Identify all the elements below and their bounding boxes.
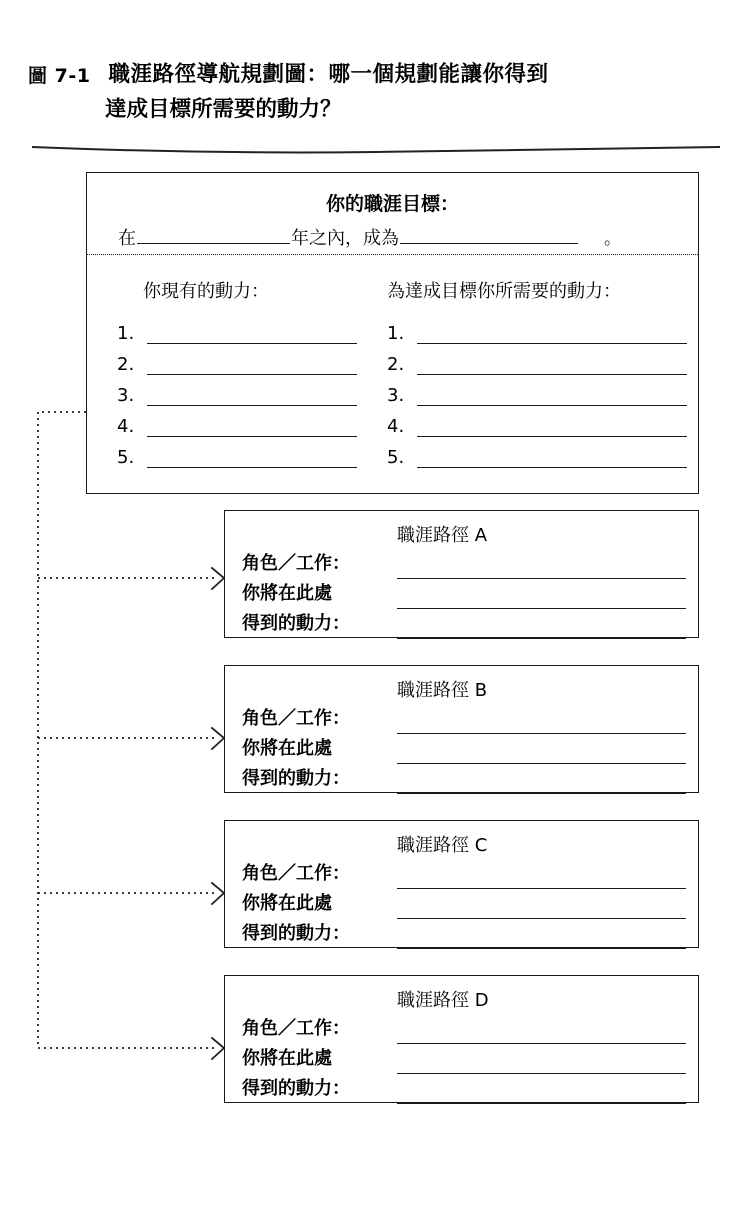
career-path-motivation-label-line2: 得到的動力： [242,923,350,944]
item-number: 1. [387,323,405,344]
career-path-box-a [224,510,699,638]
write-in-line[interactable] [147,420,357,437]
item-number: 5. [387,447,405,468]
item-number: 3. [387,385,405,406]
career-path-write-in-lines [397,704,686,794]
goal-sentence [117,224,684,250]
write-in-line[interactable] [417,451,687,468]
write-in-line[interactable] [397,1074,686,1104]
career-path-title: 職涯路徑 C [397,835,488,856]
list-item[interactable] [387,344,687,375]
career-path-role-label: 角色／工作： [242,863,350,884]
career-path-role-label: 角色／工作： [242,553,350,574]
write-in-line[interactable] [397,549,686,579]
item-number: 1. [117,323,135,344]
goal-sentence-middle: 年之內，成為 [291,228,399,249]
item-number: 3. [117,385,135,406]
career-path-box-c [224,820,699,948]
career-path-motivation-label-line1: 你將在此處 [242,1048,332,1069]
figure-title-block [28,58,718,127]
write-in-line[interactable] [397,704,686,734]
item-number: 2. [117,354,135,375]
goal-sentence-prefix: 在 [118,228,136,249]
write-in-line[interactable] [397,764,686,794]
figure-title-text: 職涯路徑導航規劃圖：哪一個規劃能讓你得到 [108,62,549,87]
figure-number-label: 圖 7-1 [28,65,91,87]
career-path-write-in-lines [397,859,686,949]
career-path-motivation-label-line1: 你將在此處 [242,738,332,759]
write-in-line[interactable] [417,420,687,437]
current-motivations-heading: 你現有的動力： [143,281,269,302]
career-path-write-in-lines [397,549,686,639]
career-path-labels [242,859,350,949]
needed-motivations-heading: 為達成目標你所需要的動力： [387,281,621,302]
list-item[interactable] [387,406,687,437]
career-path-box-b [224,665,699,793]
career-path-role-label: 角色／工作： [242,1018,350,1039]
career-path-title: 職涯路徑 B [397,680,488,701]
goal-role-blank[interactable] [400,224,578,244]
career-path-motivation-label-line2: 得到的動力： [242,613,350,634]
career-path-title: 職涯路徑 A [397,525,488,546]
title-divider-rule [32,143,720,155]
item-number: 4. [387,416,405,437]
goal-sentence-suffix: 。 [604,229,621,249]
list-item[interactable] [117,313,375,344]
career-path-motivation-label-line2: 得到的動力： [242,1078,350,1099]
career-path-labels [242,704,350,794]
needed-motivations-column [387,277,687,468]
career-path-box-d [224,975,699,1103]
career-path-title: 職涯路徑 D [397,990,489,1011]
career-path-motivation-label-line1: 你將在此處 [242,893,332,914]
write-in-line[interactable] [417,327,687,344]
career-path-labels [242,1014,350,1104]
career-path-motivation-label-line1: 你將在此處 [242,583,332,604]
item-number: 4. [117,416,135,437]
write-in-line[interactable] [147,389,357,406]
write-in-line[interactable] [397,734,686,764]
write-in-line[interactable] [417,358,687,375]
career-path-motivation-label-line2: 得到的動力： [242,768,350,789]
write-in-line[interactable] [417,389,687,406]
current-motivations-column [117,277,375,468]
goal-years-blank[interactable] [137,224,290,244]
list-item[interactable] [117,344,375,375]
career-goal-box [86,172,699,494]
list-item[interactable] [387,437,687,468]
write-in-line[interactable] [397,889,686,919]
figure-title-line-1 [28,58,718,93]
list-item[interactable] [387,313,687,344]
career-path-role-label: 角色／工作： [242,708,350,729]
write-in-line[interactable] [397,1044,686,1074]
item-number: 5. [117,447,135,468]
goal-heading: 你的職涯目標： [325,193,459,215]
list-item[interactable] [117,437,375,468]
figure-title-line-2: 達成目標所需要的動力？ [105,97,342,122]
write-in-line[interactable] [397,859,686,889]
write-in-line[interactable] [397,919,686,949]
list-item[interactable] [387,375,687,406]
list-item[interactable] [117,406,375,437]
write-in-line[interactable] [397,579,686,609]
write-in-line[interactable] [397,1014,686,1044]
write-in-line[interactable] [147,327,357,344]
goal-box-dotted-divider [87,254,698,255]
item-number: 2. [387,354,405,375]
career-path-labels [242,549,350,639]
write-in-line[interactable] [147,451,357,468]
list-item[interactable] [117,375,375,406]
write-in-line[interactable] [147,358,357,375]
career-path-write-in-lines [397,1014,686,1104]
write-in-line[interactable] [397,609,686,639]
